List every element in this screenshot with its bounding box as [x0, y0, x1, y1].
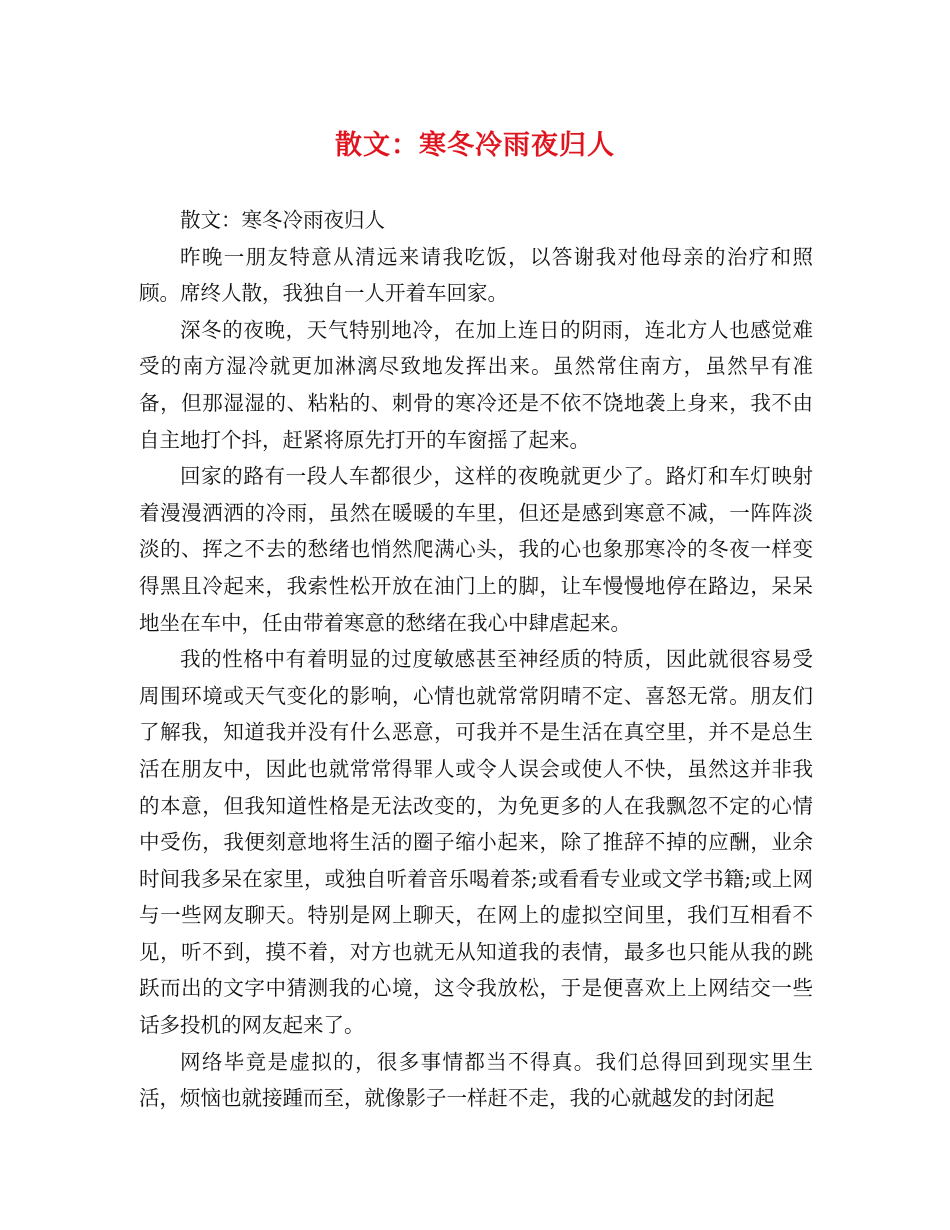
paragraph: 昨晚一朋友特意从清远来请我吃饭，以答谢我对他母亲的治疗和照顾。席终人散，我独自一人开着车回家。	[139, 244, 813, 306]
paragraph: 我的性格中有着明显的过度敏感甚至神经质的特质，因此就很容易受周围环境或天气变化的影响，心情也就常常阴晴不定、喜怒无常。朋友们了解我，知道我并没有什么恶意，可我并不是生活在真空里，并不是总生活在朋友中，因此也就常常得罪人或令人误会或使人不快，虽然这并非我的本意，但我知道性格是无法改变的，为免更多的人在我飘忽不定的心情中受伤，我便刻意地将生活的圈子缩小起来，除了推辞不掉的应酬，业余时间我多呆在家里，或独自听着音乐喝着茶;或看看专业或文学书籍;或上网与一些网友聊天。特别是网上聊天，在网上的虚拟空间里，我们互相看不见，听不到，摸不着，对方也就无从知道我的表情，最多也只能从我的跳跃而出的文字中猜测我的心境，这令我放松，于是便喜欢上上网结交一些话多投机的网友起来了。	[139, 647, 813, 1038]
document-title: 散文：寒冬冷雨夜归人	[335, 130, 615, 161]
paragraph: 散文：寒冬冷雨夜归人	[180, 208, 385, 232]
document-body	[139, 202, 813, 1117]
paragraph: 网络毕竟是虚拟的，很多事情都当不得真。我们总得回到现实里生活，烦恼也就接踵而至，就像影子一样赶不走，我的心就越发的封闭起	[139, 1049, 813, 1111]
paragraph: 深冬的夜晚，天气特别地冷，在加上连日的阴雨，连北方人也感觉难受的南方湿冷就更加淋漓尽致地发挥出来。虽然常住南方，虽然早有准备，但那湿湿的、粘粘的、刺骨的寒冷还是不依不饶地袭上身来，我不由自主地打个抖，赶紧将原先打开的车窗摇了起来。	[139, 317, 813, 452]
paragraph: 回家的路有一段人车都很少，这样的夜晚就更少了。路灯和车灯映射着漫漫洒洒的冷雨，虽然在暖暖的车里，但还是感到寒意不减，一阵阵淡淡的、挥之不去的愁绪也悄然爬满心头，我的心也象那寒冷的冬夜一样变得黑且冷起来，我索性松开放在油门上的脚，让车慢慢地停在路边，呆呆地坐在车中，任由带着寒意的愁绪在我心中肆虐起来。	[139, 464, 813, 635]
